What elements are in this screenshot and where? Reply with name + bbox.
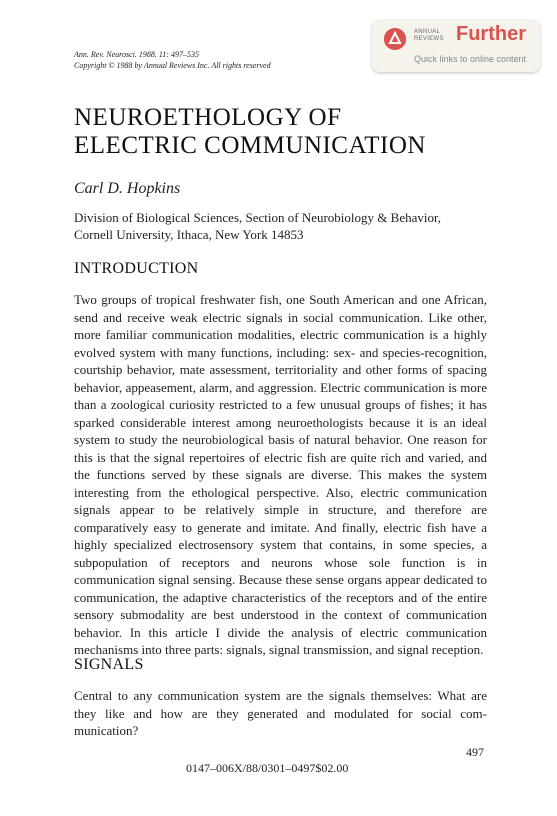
footer-code: 0147–006X/88/0301–0497$02.00	[186, 761, 349, 775]
copyright-line: Copyright © 1988 by Annual Reviews Inc. All rights reserved	[74, 61, 271, 70]
title-line-2: ELECTRIC COMMUNICATION	[74, 132, 426, 159]
signals-paragraph: Central to any communication system are the signals themselves: What are they like and how are they generated and modulated for social communication?	[74, 688, 487, 738]
title-line-1: NEUROETHOLOGY OF	[74, 104, 342, 131]
author-affiliation	[74, 209, 484, 243]
publisher-line-1: ANNUAL	[414, 29, 441, 35]
annual-reviews-logo-icon	[384, 28, 406, 50]
further-links-badge[interactable]	[372, 20, 540, 72]
introduction-paragraph: Two groups of tropical freshwater fish, one South American and one African, send and receive weak electric signals in social communication. Like other, more familiar communication modalities, electric communication is a highly evolved system with many functions, including: sex- and species-recognition, courtship behavior, mate assessment, territoriality and other forms of spacing behavior, appeasement, alarm, and aggression. Electric communication is more than a zoological curiosity restricted to a few unusual groups of fishes; it has sparked considerable interest among neuroethologists because it is an ideal system to study the neurobiological basis of natural behavior. One reason for this is that the signal repertoires of electric fish are quite rich and varied, and the functions served by these signals are diverse. This makes the system interesting from the ethological perspective. Also, electric communication signals appear to be relatively simple in structure, and therefore are comparatively easy to generate and imitate. And finally, electric fish have a highly specialized electrosensory system that contains, in some species, a subpopulation of receptors and neurons whose sole function is in communication signal sensing. Because these sense organs appear dedicated to communication, the adaptive characteristics of the receptors and of the entire sensory submodality are best understood in the context of communication behavior. In this article I divide the analysis of electric communication mechanisms into three parts: signals, signal transmission, and signal reception.	[74, 292, 487, 657]
further-title: Further	[456, 23, 526, 45]
journal-citation: Ann. Rev. Neurosci. 1988. 11: 497–535	[74, 50, 199, 59]
affiliation-line-2: Cornell University, Ithaca, New York 14853	[74, 227, 304, 242]
signals-heading: SIGNALS	[74, 656, 144, 673]
affiliation-line-1: Division of Biological Sciences, Section of Neurobiology & Behavior,	[74, 210, 442, 225]
article-title	[74, 104, 494, 160]
page-number: 497	[466, 745, 484, 759]
publisher-line-2: REVIEWS	[414, 36, 444, 42]
author-name: Carl D. Hopkins	[74, 180, 181, 197]
further-subtitle: Quick links to online content	[414, 54, 527, 64]
journal-citation-block	[74, 49, 374, 71]
introduction-heading: INTRODUCTION	[74, 260, 199, 277]
publisher-name	[414, 29, 444, 43]
